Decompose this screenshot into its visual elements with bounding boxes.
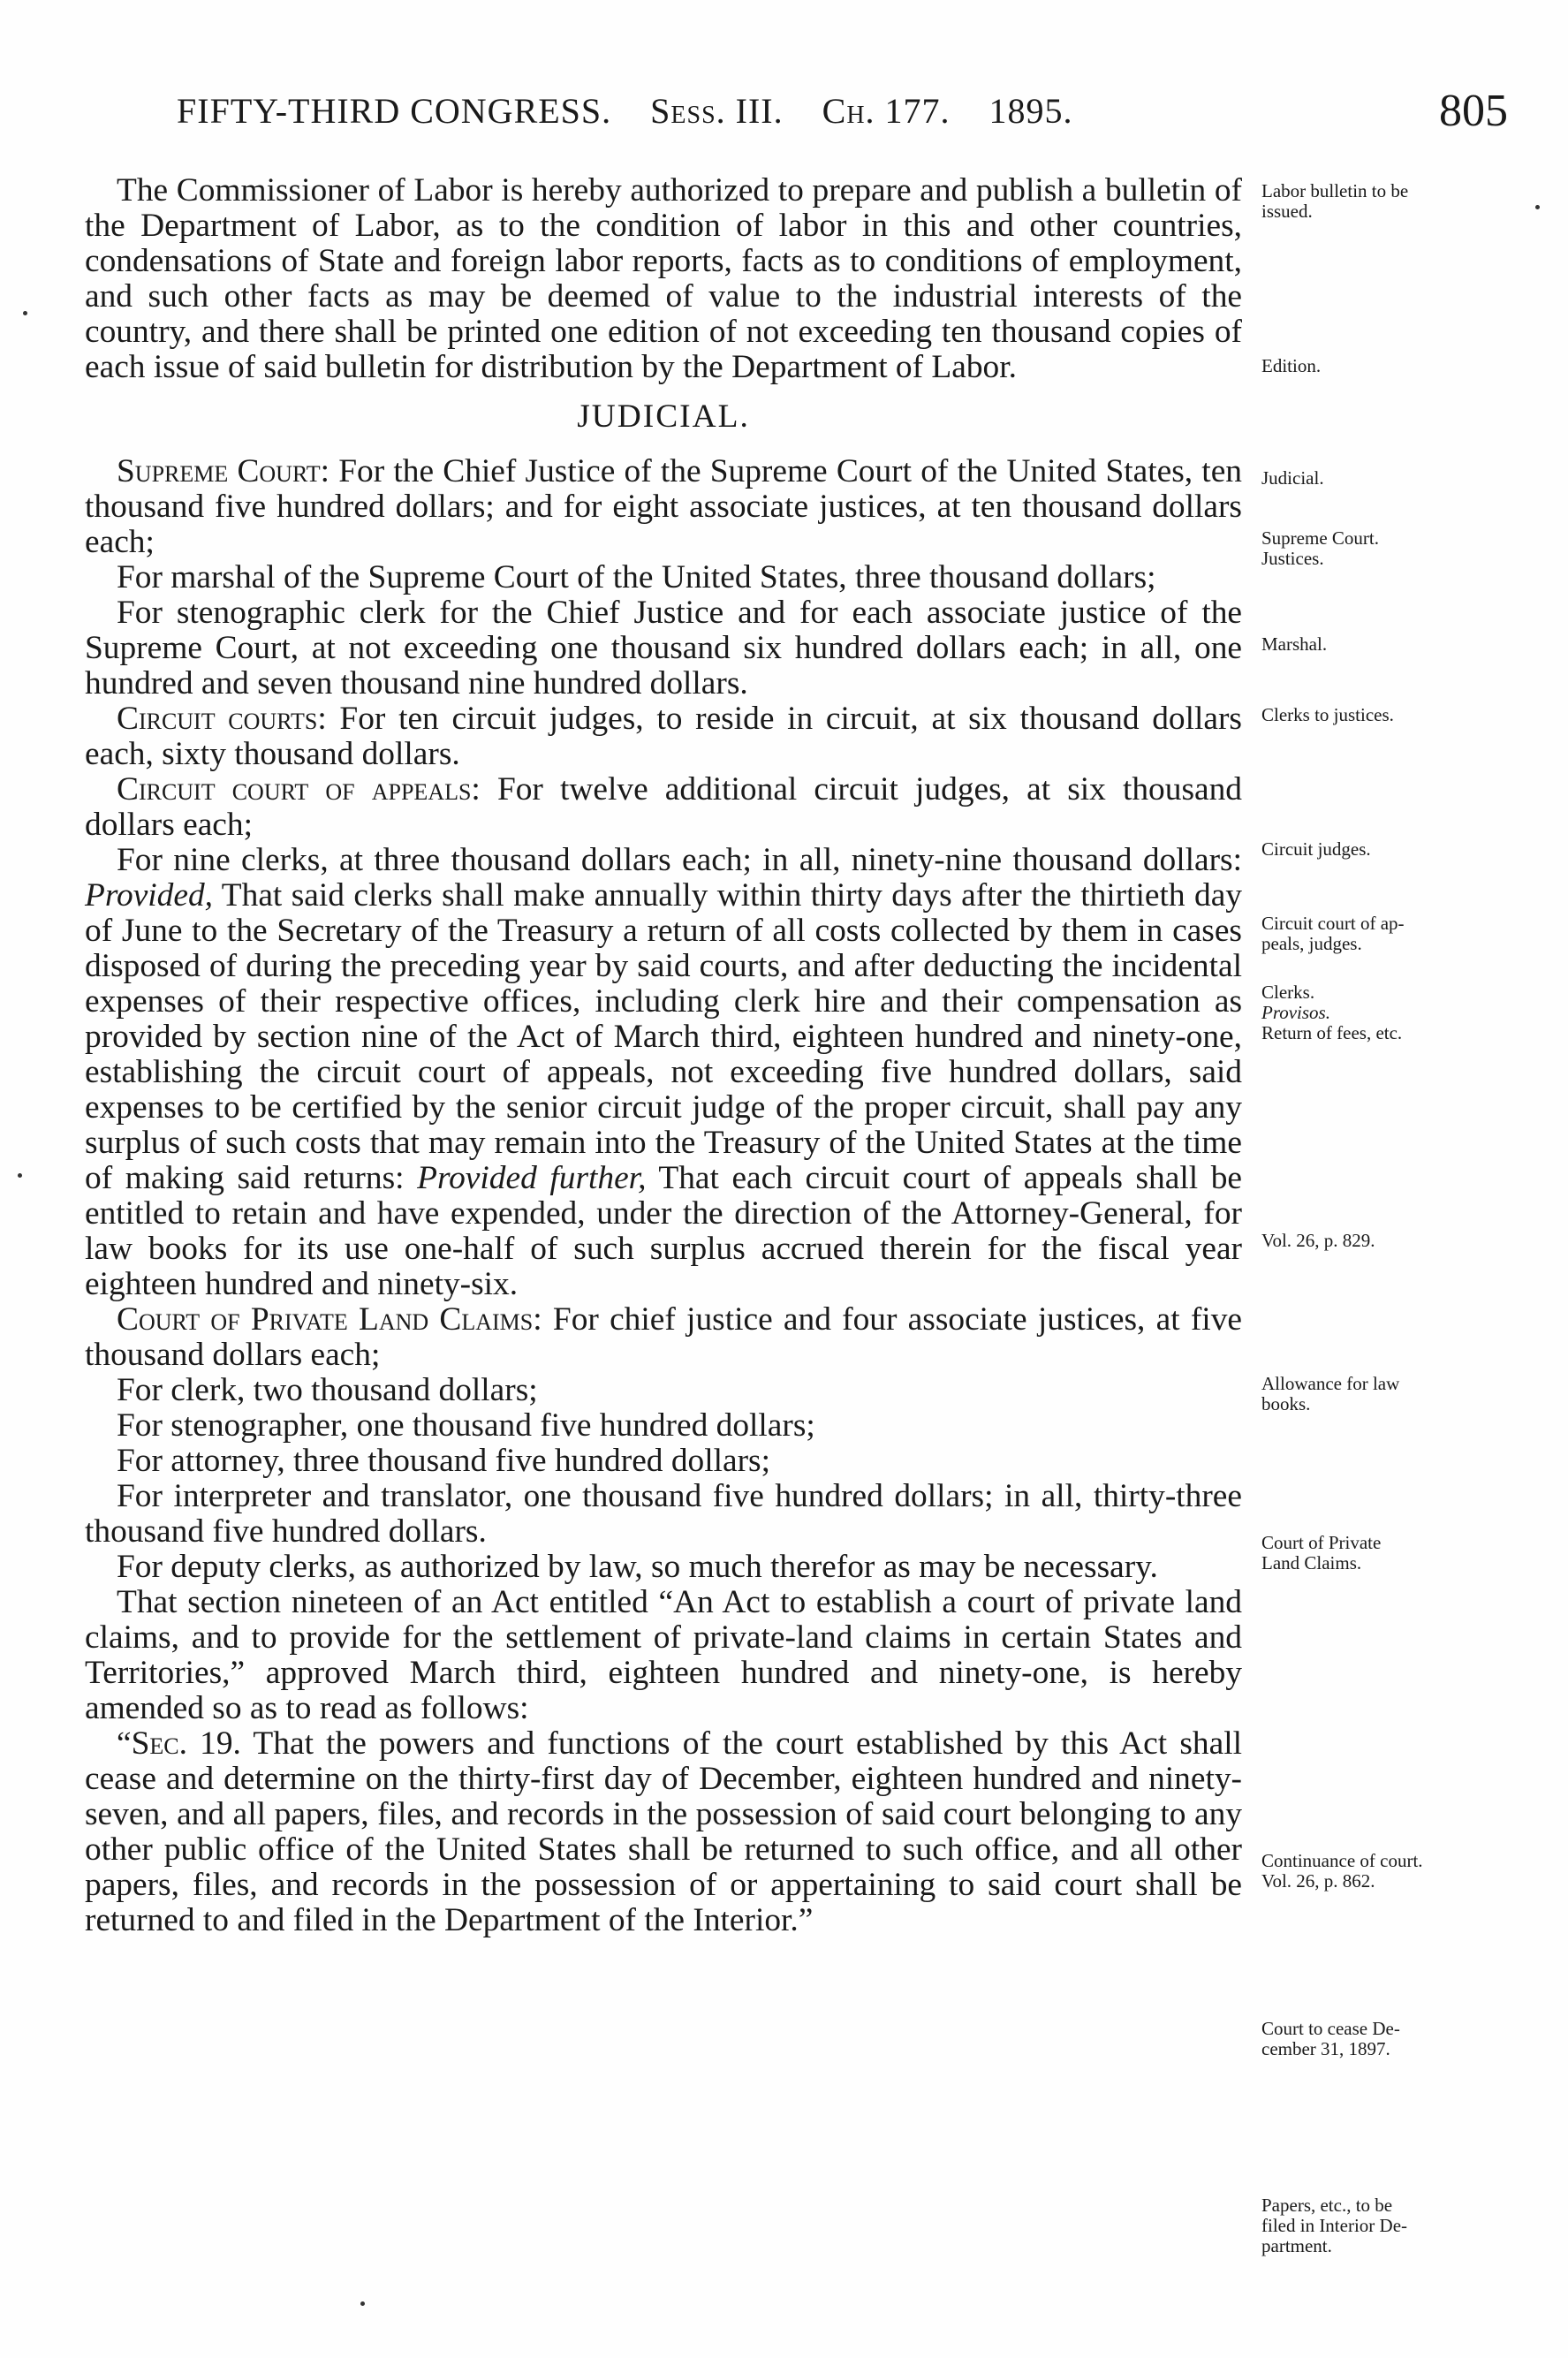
print-speck [23, 311, 27, 315]
text-private-land-claims: : For chief justice and four associate justices, at five thousand dollars each; [85, 1301, 1242, 1373]
section-heading-judicial: JUDICIAL. [577, 398, 750, 435]
note-marshal: Marshal. [1261, 633, 1328, 655]
note-circuit-judges: Circuit judges. [1261, 838, 1371, 860]
note-court-to-cease [1261, 2019, 1526, 2059]
note-clerks-to-justices: Clerks to justices. [1261, 704, 1394, 725]
note-clerks-provisos [1261, 982, 1526, 1043]
note-supreme-court [1261, 528, 1526, 569]
note-allowance-line2: books. [1261, 1393, 1311, 1414]
note-papers-filed [1261, 2195, 1526, 2256]
paragraph-labor-bulletin: The Commissioner of Labor is hereby authorized to prepare and publish a bulletin of the Department of Labor, as to the condition of labor in this and other countries, condensations of State and foreign labor reports, facts as to conditions of employment, and such other facts as may be deemed of value to the industrial interests of the country, and there shall be printed one edition of not exceeding ten thousand copies of each issue of said bulletin for distribution by the Department of Labor. [85, 172, 1242, 385]
note-cease-line1: Court to cease De- [1261, 2018, 1400, 2039]
note-court-private-land-claims [1261, 1533, 1526, 1573]
paragraph-private-land-claims [85, 1302, 1242, 1373]
paragraph-deputy-clerks: For deputy clerks, as authorized by law, so much therefor as may be necessary. [117, 1549, 1158, 1585]
print-speck [18, 1173, 22, 1178]
note-papers-line3: partment. [1261, 2235, 1332, 2256]
note-edition: Edition. [1261, 355, 1322, 376]
text-clerks-a: For nine clerks, at three thousand dollars each; in all, ninety-nine thousand dollars: [117, 842, 1242, 878]
paragraph-clerks-provisos [85, 843, 1242, 1302]
note-clerks-line1: Clerks. [1261, 982, 1315, 1003]
note-labor-bulletin-line2: issued. [1261, 201, 1313, 222]
lead-circuit-courts: Circuit courts: [117, 701, 327, 737]
page-number: 805 [1439, 86, 1508, 136]
text-supreme-court: For the Chief Justice of the Supreme Court of the United States, ten thousand five hundred dollars; and for eight associate justices, at ten thousand dollars each; [85, 453, 1242, 560]
running-head [177, 90, 1073, 132]
lead-supreme-court: Supreme Court: [117, 453, 330, 489]
note-allowance-line1: Allowance for law [1261, 1373, 1400, 1394]
running-title-chapter: Ch. 177. [822, 91, 951, 131]
paragraph-circuit-courts [85, 701, 1242, 772]
paragraph-sec-19 [85, 1726, 1242, 1938]
note-supreme-court-line2: Justices. [1261, 548, 1324, 569]
lead-private-land-claims: Court of Private Land Claims [117, 1301, 534, 1338]
note-supreme-court-line1: Supreme Court. [1261, 527, 1379, 549]
lead-sec-19: “Sec. 19. [117, 1725, 241, 1762]
text-circuit-appeals: For twelve additional circuit judges, at six thousand dollars each; [85, 771, 1242, 843]
print-speck [360, 2301, 365, 2306]
margin-notes [1261, 0, 1553, 2358]
note-continuance-line1: Continuance of court. [1261, 1850, 1423, 1871]
paragraph-section-nineteen: That section nineteen of an Act entitled “An Act to establish a court of private land claims, and to provide for the settlement of private-land claims in certain States and Territories,” approved March third, eighteen hundred and ninety-one, is hereby amended so as to read as follows: [85, 1584, 1242, 1726]
note-provisos-line2: Provisos. [1261, 1002, 1330, 1023]
note-circuit-court-appeals [1261, 914, 1526, 954]
note-circuit-appeals-line1: Circuit court of ap- [1261, 913, 1405, 934]
note-cease-line2: cember 31, 1897. [1261, 2038, 1390, 2059]
text-circuit-courts: For ten circuit judges, to reside in circuit, at six thousand dollars each, sixty thousand dollars. [85, 701, 1242, 772]
paragraph-marshal: For marshal of the Supreme Court of the United States, three thousand dollars; [117, 559, 1156, 595]
note-circuit-appeals-line2: peals, judges. [1261, 933, 1362, 954]
paragraph-stenographic-clerk: For stenographic clerk for the Chief Justice and for each associate justice of the Supreme Court, at not exceeding one thousand six hundred dollars each; in all, one hundred and seven thousand nine hundred dollars. [85, 595, 1242, 701]
paragraph-clerk: For clerk, two thousand dollars; [117, 1372, 538, 1408]
note-allowance-law-books [1261, 1374, 1526, 1414]
note-labor-bulletin [1261, 181, 1526, 222]
proviso-label: Provided, [85, 877, 214, 914]
paragraph-stenographer: For stenographer, one thousand five hundred dollars; [117, 1407, 815, 1444]
print-speck [1535, 205, 1540, 209]
text-sec-19: That the powers and functions of the court established by this Act shall cease and determine on the thirty-first day of December, eighteen hundred and ninety-seven, and all papers, files, and records in the possession of said court belonging to any other public office of the United States shall be returned to such office, and all other papers, files, and records in the possession of or appertaining to said court shall be returned to and filed in the Department of the Interior.” [85, 1725, 1242, 1938]
text-clerks-c: That each circuit court of appeals shall be entitled to retain and have expended, under the direction of the Attorney-General, for law books for its use one-half of such surplus accrued therein for the fiscal year eighteen hundred and ninety-six. [85, 1160, 1242, 1302]
running-title-session: Sess. III. [650, 91, 784, 131]
lead-circuit-appeals: Circuit court of appeals: [117, 771, 481, 807]
text-clerks-b: That said clerks shall make annually within thirty days after the thirtieth day of June to the Secretary of the Treasury a return of all costs collected by them in cases disposed of during the preceding year by said courts, and after deducting the incidental expenses of their respective offices, including clerk hire and their compensation as provided by section nine of the Act of March third, eighteen hundred and ninety-one, establishing the circuit court of appeals, not exceeding five hundred dollars, said expenses to be certified by the senior circuit judge of the proper circuit, shall pay any surplus of such costs that may remain into the Treasury of the United States at the time of making said returns: [85, 877, 1242, 1196]
note-vol-26-p-829: Vol. 26, p. 829. [1261, 1230, 1375, 1251]
note-labor-bulletin-line1: Labor bulletin to be [1261, 180, 1409, 201]
note-continuance-line2: Vol. 26, p. 862. [1261, 1870, 1375, 1892]
proviso-further-label: Provided further, [417, 1160, 647, 1196]
note-return-fees-line3: Return of fees, etc. [1261, 1022, 1403, 1043]
statute-text [85, 173, 1242, 1938]
paragraph-interpreter: For interpreter and translator, one thousand five hundred dollars; in all, thirty-three thousand five hundred dollars. [85, 1478, 1242, 1550]
paragraph-circuit-appeals [85, 772, 1242, 843]
running-title-congress: FIFTY-THIRD CONGRESS. [177, 91, 612, 131]
note-private-land-line1: Court of Private [1261, 1532, 1382, 1553]
note-continuance-of-court [1261, 1851, 1526, 1892]
note-papers-line1: Papers, etc., to be [1261, 2195, 1393, 2216]
running-title-year: 1895. [989, 91, 1073, 131]
paragraph-attorney: For attorney, three thousand five hundred dollars; [117, 1443, 770, 1479]
note-judicial: Judicial. [1261, 467, 1324, 489]
paragraph-supreme-court [85, 454, 1242, 560]
note-private-land-line2: Land Claims. [1261, 1552, 1362, 1573]
note-papers-line2: filed in Interior De- [1261, 2215, 1408, 2236]
